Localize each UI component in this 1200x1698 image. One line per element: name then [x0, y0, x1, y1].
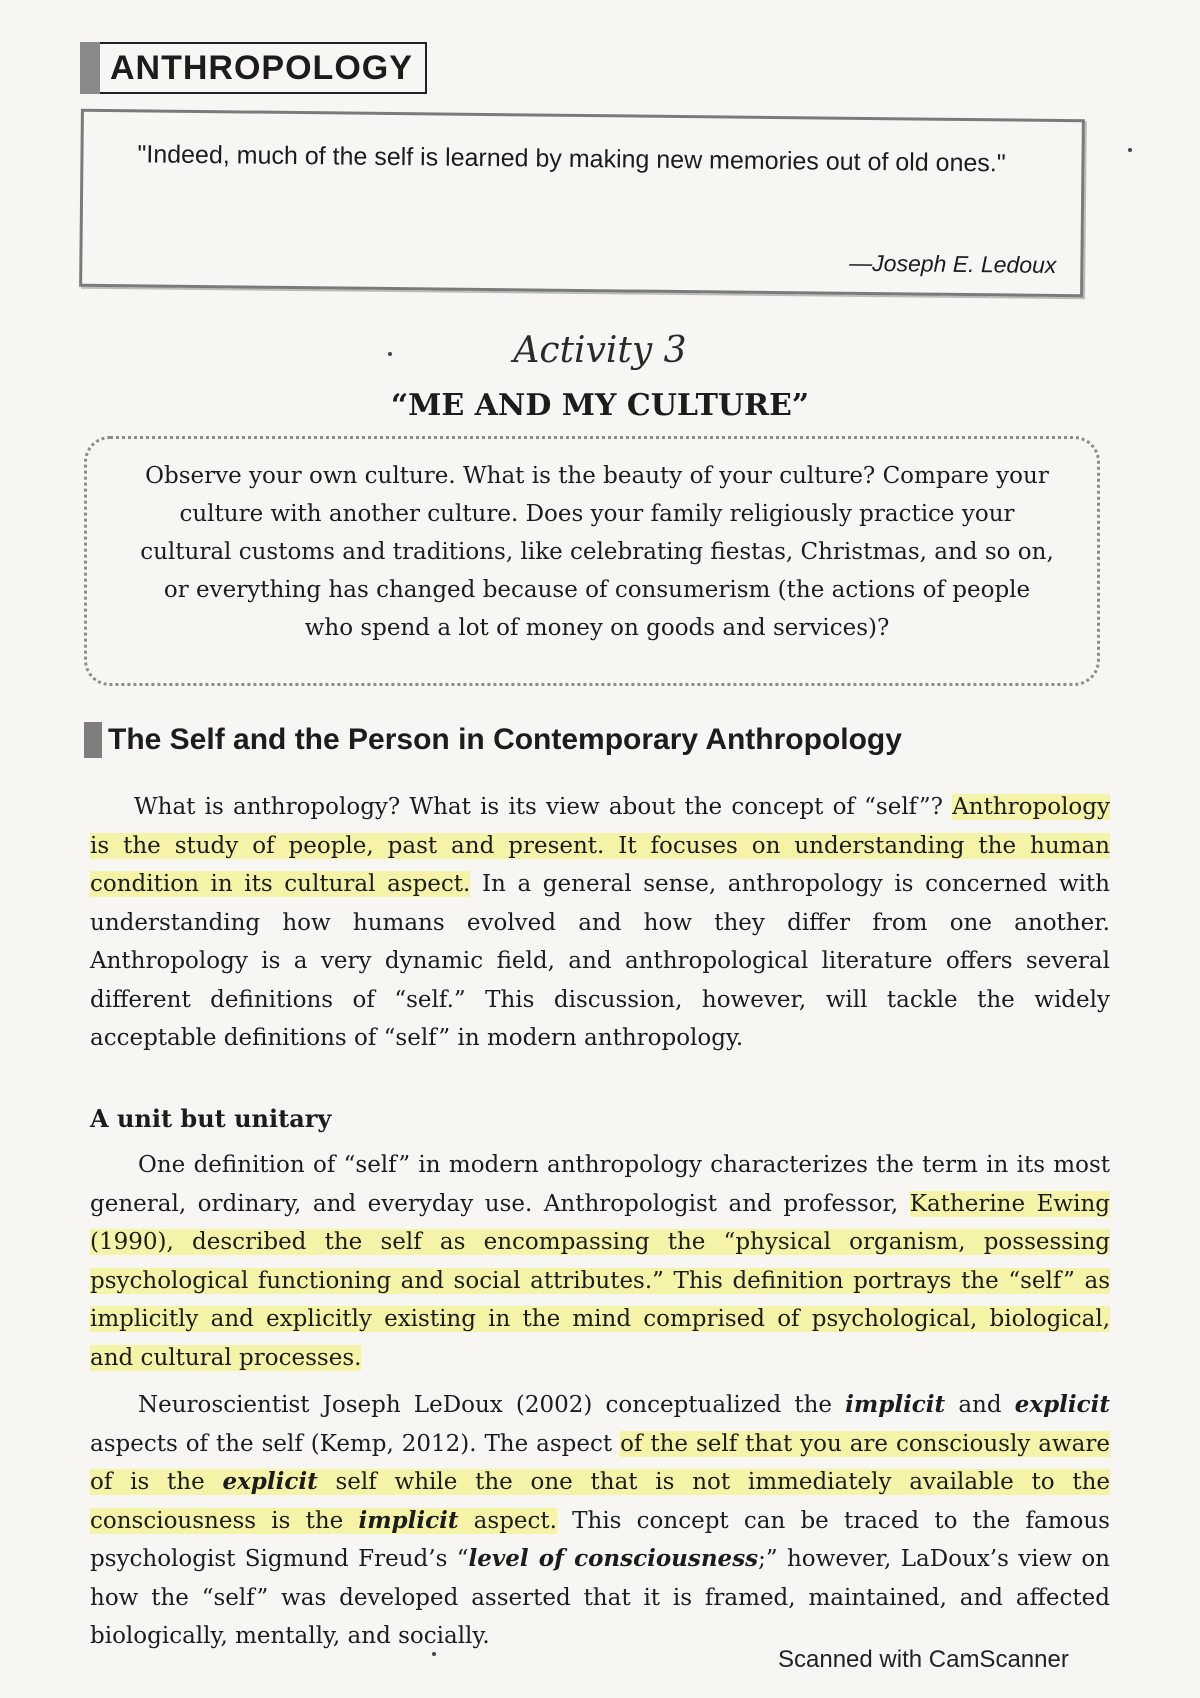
- highlighted-text-part: aspect.: [458, 1507, 557, 1534]
- emphasis-explicit: explicit: [1014, 1391, 1110, 1418]
- paragraph-text: What is anthropology? What is its view about the concept of “self”?: [134, 794, 953, 820]
- scan-speck: [1128, 148, 1132, 152]
- chapter-tag-bar: [80, 42, 100, 94]
- highlighted-text-part: of the self that you are consciously aware of is the: [90, 1430, 1110, 1495]
- paragraph-text: Neuroscientist Joseph LeDoux (2002) conceptualized the: [138, 1392, 846, 1418]
- emphasis-implicit: implicit: [845, 1391, 946, 1418]
- quote-author: —Joseph E. Ledoux: [849, 249, 1057, 278]
- paragraph-text: This concept can be traced to the famous psychologist Sigmund Freud’s “: [90, 1507, 1110, 1572]
- chapter-tag-label: ANTHROPOLOGY: [100, 42, 427, 94]
- activity-name: “ME AND MY CULTURE”: [390, 388, 810, 423]
- paragraph-text: ;” however, LaDoux’s view on how the “self” was developed asserted that it is framed, maintained, and affected biologically, mentally, and socially.: [90, 1546, 1110, 1649]
- chapter-tag: [80, 42, 427, 94]
- paragraph-ewing-definition: [90, 1146, 1110, 1377]
- paragraph-text: In a general sense, anthropology is concerned with understanding how humans evolved and how they differ from one another. Anthropology is a very dynamic field, and anthropological literature offers several different definitions of “self.” This discussion, however, will tackle the widely acceptable definitions of “self” in modern anthropology.: [90, 871, 1110, 1051]
- section-heading: [84, 722, 902, 758]
- highlighted-text: Katherine Ewing (1990), described the self as encompassing the “physical organism, possessing psychological functioning and social attributes.” This definition portrays the “self” as implicitly and explicitly existing in the mind comprised of psychological, biological, and cultural processes.: [90, 1190, 1110, 1371]
- paragraph-ledoux-concept: [90, 1386, 1110, 1656]
- emphasis-level-of-consciousness: level of consciousness: [468, 1545, 759, 1572]
- activity-prompt-box: [84, 436, 1100, 686]
- highlighted-text-part: self while the one that is not immediately available to the consciousness is the: [90, 1469, 1110, 1534]
- section-heading-text: The Self and the Person in Contemporary Anthropology: [108, 723, 902, 756]
- highlighted-text: Anthropology is the study of people, past and present. It focuses on understanding the human condition in its cultural aspect.: [90, 794, 1110, 897]
- paragraph-text: aspects of the self (Kemp, 2012). The aspect: [90, 1430, 621, 1457]
- activity-title: Activity 3: [513, 330, 687, 371]
- section-heading-bar: [84, 722, 102, 758]
- emphasis-implicit-2: implicit: [358, 1506, 459, 1534]
- paragraph-anthropology-definition: [90, 788, 1110, 1058]
- scanner-watermark: Scanned with CamScanner: [778, 1646, 1069, 1673]
- subsection-heading: A unit but unitary: [90, 1104, 332, 1133]
- paragraph-text: and: [945, 1392, 1015, 1418]
- paragraph-text: One definition of “self” in modern anthropology characterizes the term in its most general, ordinary, and everyday use. Anthropologist and professor,: [90, 1152, 1110, 1217]
- quote-text: "Indeed, much of the self is learned by making new memories out of old ones.": [137, 140, 1006, 178]
- scan-speck: [388, 352, 392, 356]
- quote-box: [79, 109, 1085, 298]
- activity-prompt-text: Observe your own culture. What is the beauty of your culture? Compare your culture with another culture. Does your family religiously practice your cultural customs and traditions, like celebrating fiestas, Christmas, and so on, or everything has changed because of consumerism (the actions of people who spend a lot of money on goods and services)?: [140, 463, 1054, 641]
- scan-speck: [432, 1652, 436, 1656]
- emphasis-explicit-2: explicit: [222, 1468, 318, 1495]
